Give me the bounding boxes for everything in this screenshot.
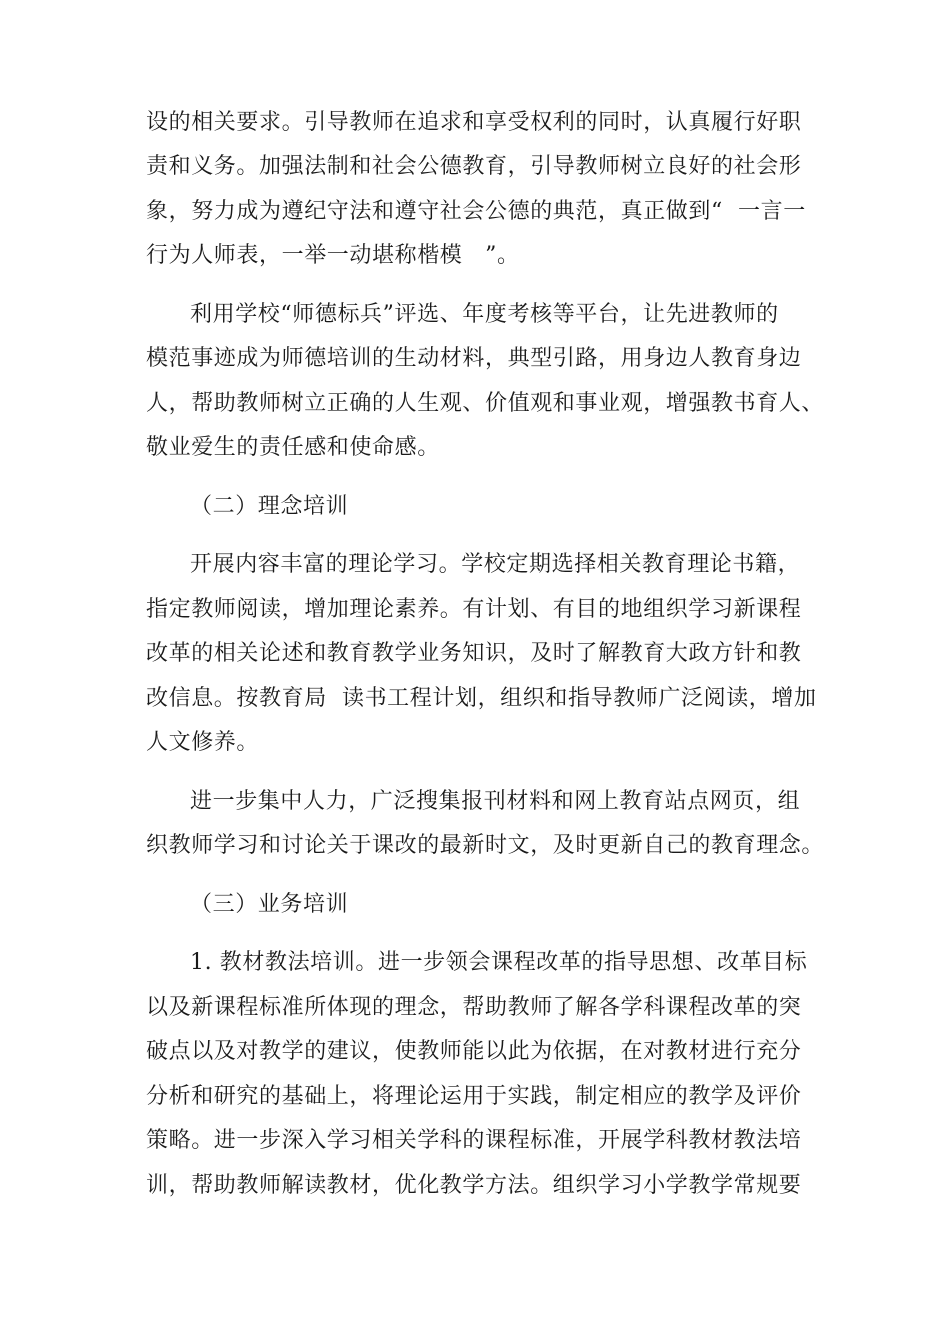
text-line: 行为人师表，一举一动堪称楷模 ”。: [146, 243, 520, 268]
text-line: 改信息。按教育局 读书工程计划，组织和指导教师广泛阅读，增加: [146, 686, 817, 711]
text-line: 织教师学习和讨论关于课改的最新时文，及时更新自己的教育理念。: [146, 833, 825, 858]
text-line: 人文修养。: [146, 730, 260, 755]
text-line: 利用学校“师德标兵”评选、年度考核等平台，让先进教师的: [190, 302, 779, 327]
section-heading: （三）业务培训: [190, 892, 349, 917]
text-line: 指定教师阅读，增加理论素养。有计划、有目的地组织学习新课程: [146, 597, 802, 622]
text-line: 开展内容丰富的理论学习。学校定期选择相关教育理论书籍，: [190, 552, 801, 577]
text-line: 人，帮助教师树立正确的人生观、价值观和事业观，增强教书育人、: [146, 391, 825, 416]
text-line: 敬业爱生的责任感和使命感。: [146, 435, 440, 460]
section-heading: （二）理念培训: [190, 494, 349, 519]
text-line: 进一步集中人力，广泛搜集报刊材料和网上教育站点网页，组: [190, 789, 801, 814]
text-line: 分析和研究的基础上，将理论运用于实践，制定相应的教学及评价: [146, 1084, 802, 1109]
text-line: 改革的相关论述和教育教学业务知识，及时了解教育大政方针和教: [146, 641, 802, 666]
text-line: 以及新课程标准所体现的理念，帮助教师了解各学科课程改革的突: [146, 995, 802, 1020]
text-line: 1. 教材教法培训。进一步领会课程改革的指导思想、改革目标: [190, 950, 808, 975]
text-line: 设的相关要求。引导教师在追求和享受权利的同时，认真履行好职: [146, 110, 802, 135]
text-line: 训，帮助教师解读教材，优化教学方法。组织学习小学教学常规要: [146, 1173, 802, 1198]
text-line: 策略。进一步深入学习相关学科的课程标准，开展学科教材教法培: [146, 1128, 802, 1153]
text-line: 模范事迹成为师德培训的生动材料，典型引路，用身边人教育身边: [146, 346, 802, 371]
text-line: 责和义务。加强法制和社会公德教育，引导教师树立良好的社会形: [146, 154, 802, 179]
text-line: 象，努力成为遵纪守法和遵守社会公德的典范，真正做到“ 一言一: [146, 199, 806, 224]
text-line: 破点以及对教学的建议，使教师能以此为依据，在对教材进行充分: [146, 1039, 802, 1064]
